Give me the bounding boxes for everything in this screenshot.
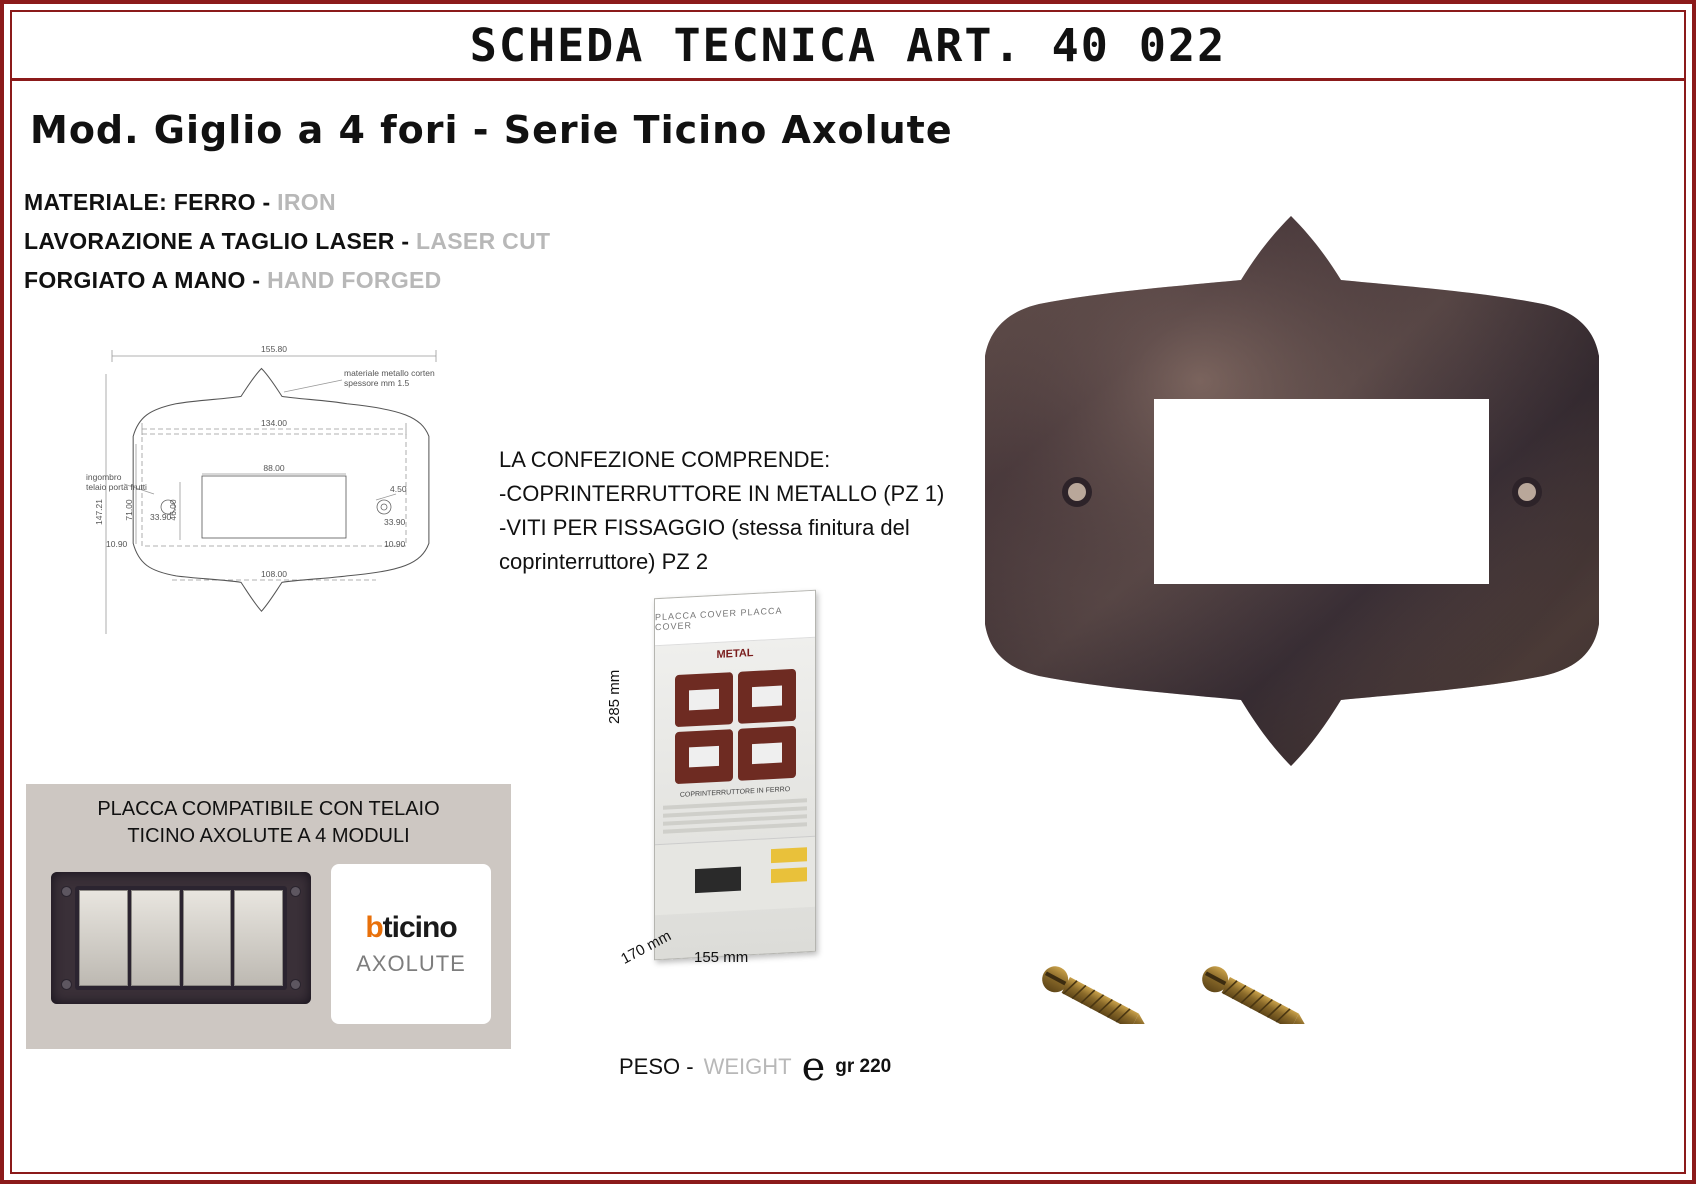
spec-material-en: IRON (277, 189, 336, 215)
note-ingombro: ingombro (86, 472, 122, 482)
retail-plates (655, 660, 815, 793)
package-line-1: -COPRINTERRUTTORE IN METALLO (PZ 1) (499, 480, 945, 506)
weight-info (619, 1044, 892, 1090)
dim-top-width: 155.80 (261, 344, 287, 354)
page-header (12, 12, 1684, 81)
specs-list (24, 189, 550, 306)
dim-aperture-width: 88.00 (263, 463, 285, 473)
dim-offset-right: 33.90 (384, 517, 406, 527)
retail-box-image (654, 590, 816, 960)
page-title: SCHEDA TECNICA ART. 40 022 (469, 18, 1227, 72)
dim-inner-width: 134.00 (261, 418, 287, 428)
compatibility-line-1: PLACCA COMPATIBILE CON TELAIO (97, 798, 440, 820)
spec-laser-en: LASER CUT (416, 228, 551, 254)
note-thickness: spessore mm 1.5 (344, 378, 410, 388)
compatibility-body (26, 864, 511, 1039)
weight-label-it: PESO - (619, 1054, 694, 1079)
compatibility-line-2: TICINO AXOLUTE A 4 MODULI (127, 825, 410, 847)
retail-width-label: 155 mm (694, 949, 749, 966)
frame-keys (75, 886, 287, 990)
compatibility-title (26, 796, 511, 850)
drawing-svg (84, 334, 474, 679)
spec-laser-it: LAVORAZIONE A TAGLIO LASER - (24, 228, 417, 254)
product-photo (979, 214, 1619, 774)
mounting-screws (1024, 944, 1344, 1024)
weight-label-en: WEIGHT (703, 1054, 792, 1079)
package-line-2: -VITI PER FISSAGGIO (stessa finitura del (499, 514, 910, 540)
retail-caption: COPRINTERRUTTORE IN FERRO (679, 786, 791, 799)
axolute-wordmark: AXOLUTE (356, 951, 466, 976)
dim-total-height: 147.21 (94, 499, 104, 525)
dim-bottom-width: 108.00 (261, 569, 287, 579)
spec-laser (24, 228, 550, 255)
retail-plate (675, 729, 733, 784)
spec-forged (24, 267, 550, 294)
compatibility-box (26, 784, 511, 1049)
dim-aperture-height: 46.00 (168, 499, 178, 521)
bticino-ticino: ticino (382, 911, 457, 944)
retail-plate (738, 726, 796, 781)
dim-offset-left: 33.90 (150, 512, 172, 522)
bticino-b: b (365, 911, 383, 944)
dim-hole-diameter: 4.50 (390, 484, 407, 494)
retail-height-label: 285 mm (606, 669, 623, 724)
dim-margin-left: 10.90 (106, 539, 128, 549)
product-photo-svg (979, 214, 1619, 774)
bticino-wordmark (365, 911, 456, 945)
retail-depth-label: 170 mm (618, 927, 675, 968)
spec-forged-it: FORGIATO A MANO - (24, 267, 268, 293)
spec-material (24, 189, 550, 216)
axolute-frame-photo (51, 872, 311, 1004)
bticino-logo (331, 864, 491, 1024)
technical-drawing (84, 334, 474, 679)
weight-value: gr 220 (835, 1056, 892, 1077)
spec-material-it: MATERIALE: FERRO - (24, 189, 278, 215)
package-line-3: coprinterruttore) PZ 2 (499, 548, 709, 574)
spec-forged-en: HAND FORGED (267, 267, 442, 293)
retail-brand: METAL (716, 647, 754, 661)
retail-plate (738, 669, 796, 724)
note-telaio: telaio porta frutti (86, 482, 147, 492)
screws-svg (1024, 944, 1344, 1024)
retail-box-footer (655, 836, 815, 915)
retail-plate (675, 672, 733, 727)
retail-package (606, 594, 834, 974)
package-contents (499, 444, 979, 580)
e-mark-icon: e (801, 1044, 826, 1090)
dim-inner-height: 71.00 (124, 499, 134, 521)
product-subtitle: Mod. Giglio a 4 fori - Serie Ticino Axolute (30, 108, 953, 152)
dim-margin-right: 10.90 (384, 539, 406, 549)
retail-box-top-text: PLACCA COVER PLACCA COVER (655, 591, 815, 646)
note-material: materiale metallo corten (344, 368, 435, 378)
package-heading: LA CONFEZIONE COMPRENDE: (499, 447, 831, 472)
